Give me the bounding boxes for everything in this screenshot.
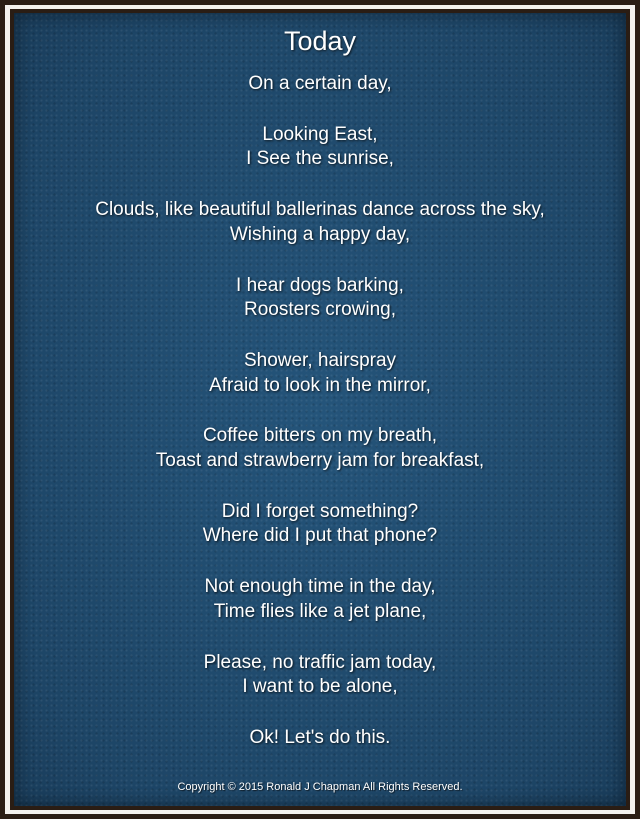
poem-line: Wishing a happy day, — [229, 223, 411, 245]
poem-line: Toast and strawberry jam for breakfast, — [155, 450, 485, 472]
stanza — [0, 349, 640, 398]
poem-line: I See the sunrise, — [246, 148, 394, 170]
stanza — [0, 575, 640, 624]
poem-line: Time flies like a jet plane, — [213, 600, 427, 622]
poem-line: Clouds, like beautiful ballerinas dance across the sky, — [95, 199, 545, 221]
poem-line: Did I forget something? — [221, 500, 419, 522]
poem-line: I hear dogs barking, — [236, 274, 404, 296]
stanza — [0, 500, 640, 549]
poem-title: Today — [283, 26, 357, 56]
stanza — [0, 424, 640, 473]
stanza — [0, 123, 640, 172]
poem-line: Coffee bitters on my breath, — [202, 425, 438, 447]
poem-line: Where did I put that phone? — [202, 525, 438, 547]
poem-line: Roosters crowing, — [243, 299, 397, 321]
poem-line: Please, no traffic jam today, — [203, 651, 437, 673]
poem-line: I want to be alone, — [242, 676, 398, 698]
stanza — [0, 726, 640, 751]
poem-line: On a certain day, — [248, 73, 392, 94]
stanza — [0, 72, 640, 97]
poem-line: Looking East, — [262, 123, 378, 145]
poem-line: Shower, hairspray — [243, 349, 397, 371]
poem-body — [0, 72, 640, 777]
poem-line: Afraid to look in the mirror, — [209, 374, 431, 396]
copyright-notice: Copyright © 2015 Ronald J Chapman All Rights Reserved. — [177, 781, 463, 793]
poem-line: Ok! Let's do this. — [249, 726, 391, 748]
poem-line: Not enough time in the day, — [204, 576, 436, 598]
stanza — [0, 198, 640, 247]
stanza — [0, 651, 640, 700]
stanza — [0, 274, 640, 323]
